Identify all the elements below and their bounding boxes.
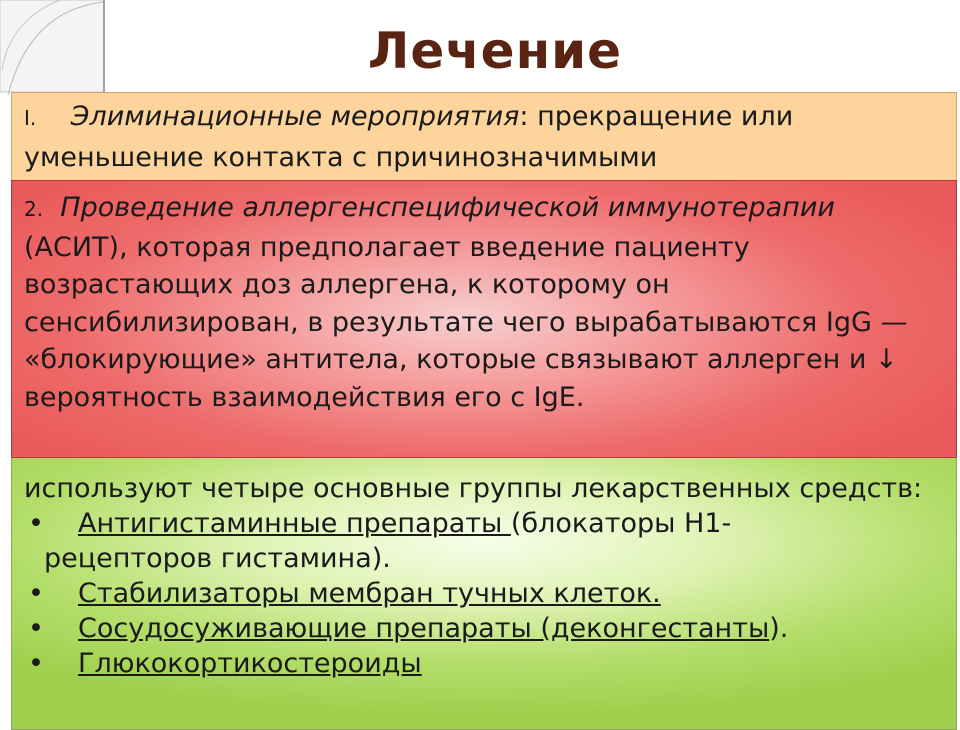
bullet-icon: •: [28, 613, 44, 644]
list-item-continuation: рецепторов гистамина).: [44, 543, 391, 574]
item-heading: Проведение аллергенспецифической иммунотерапии: [60, 192, 835, 223]
bullet-icon: •: [28, 578, 44, 609]
drug-group-mast-cell-stabilizers: Стабилизаторы мембран тучных клеток.: [78, 578, 661, 609]
bullet-icon: •: [28, 508, 44, 539]
pharmacotherapy-intro: используют четыре основные группы лекарственных средств:: [24, 473, 923, 504]
elimination-measures-text: [24, 97, 944, 177]
list-item: [24, 506, 944, 541]
drug-group-note: (блокаторы H1-: [510, 508, 732, 539]
item-number: 2.: [24, 197, 44, 221]
item-description: (АСИТ), которая предполагает введение пациенту возрастающих доз аллергена, к которому он сенсибилизирован, в результате чего вырабатываются IgG — «блокирующие» антитела, которые связывают аллерген и ↓ вероятность взаимодействия его с IgE.: [24, 231, 908, 413]
drug-group-antihistamines: Антигистаминные препараты: [78, 508, 511, 539]
item-number: I.: [24, 106, 37, 130]
list-item: [24, 646, 944, 681]
immunotherapy-box: [11, 180, 957, 458]
slide-title: Лечение: [367, 22, 623, 80]
pharmacotherapy-box: [11, 440, 957, 730]
elimination-measures-box: [11, 92, 957, 192]
item-description: : прекращение или уменьшение контакта с причинозначимыми: [24, 101, 794, 173]
drug-group-decongestants: Сосудосуживающие препараты (деконгестанты: [78, 613, 770, 644]
list-item: [24, 611, 944, 646]
list-item: [24, 576, 944, 611]
bullet-icon: •: [28, 648, 44, 679]
drug-group-note: ).: [769, 613, 789, 644]
immunotherapy-text: [24, 189, 944, 416]
item-heading: Элиминационные мероприятия: [70, 101, 520, 132]
drug-group-glucocorticosteroids: Глюкокортикостероиды: [78, 648, 422, 679]
